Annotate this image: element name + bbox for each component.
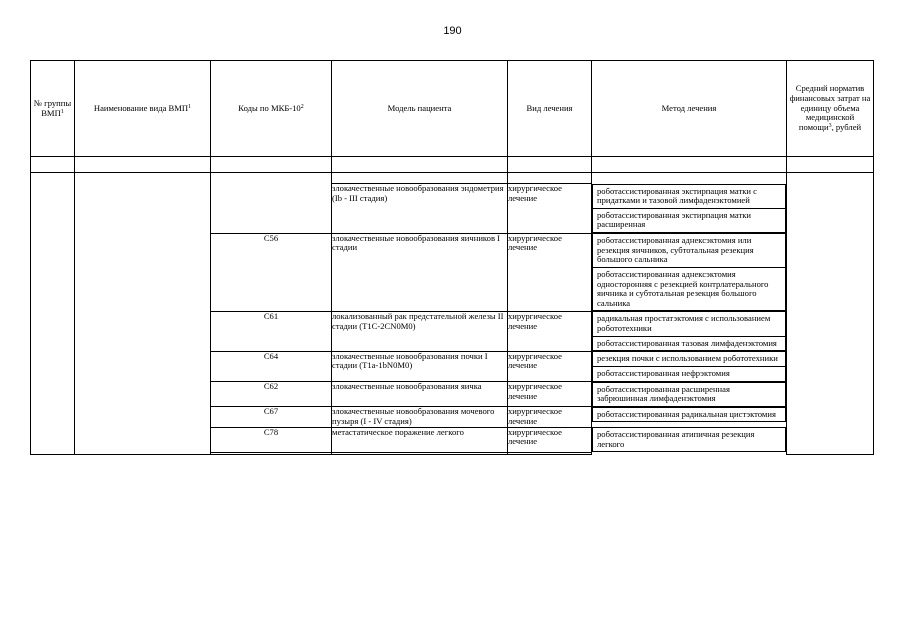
- methods-cell: [592, 311, 787, 351]
- header-treatment-method: Метод лечения: [592, 61, 787, 157]
- header-cost-norm: Средний норматив финансовых затрат на единицу объема медицинской помощи$^3$, рублей: [787, 61, 874, 157]
- method-item: радикальная простатэктомия с использованием робототехники: [592, 311, 786, 335]
- document-table-wrap: [30, 60, 873, 582]
- methods-cell: [592, 184, 787, 234]
- method-item: роботассистированная радикальная цистэктомия: [592, 407, 786, 423]
- patient-model: метастатическое поражение легкого: [332, 427, 508, 452]
- treatment-type: хирургическое лечение: [508, 311, 592, 351]
- group-no-cell: [31, 173, 75, 455]
- icd-code: C67: [211, 407, 332, 427]
- vmp-table: [30, 60, 874, 455]
- page-number: 190: [443, 25, 462, 37]
- header-group-no: № группы ВМП$^1$: [31, 61, 75, 157]
- vmp-name-cell: [75, 173, 211, 455]
- patient-model: злокачественные новообразования яичка: [332, 382, 508, 407]
- method-item: роботассистированная аднексэктомия односторонняя с резекцией контрлатерального яичника и субтотальная резекция большого сальника: [592, 267, 786, 312]
- treatment-type: хирургическое лечение: [508, 382, 592, 407]
- treatment-type: хирургическое лечение: [508, 351, 592, 381]
- patient-model: злокачественные новообразования почки I стадии (T1a-1bN0M0): [332, 351, 508, 381]
- methods-cell: [592, 233, 787, 311]
- treatment-type: хирургическое лечение: [508, 233, 592, 311]
- treatment-type: хирургическое лечение: [508, 427, 592, 452]
- method-item: роботассистированная атипичная резекция легкого: [592, 427, 786, 452]
- icd-code: C61: [211, 311, 332, 351]
- header-patient-model: Модель пациента: [332, 61, 508, 157]
- patient-model: злокачественные новообразования эндометрия (Ib - III стадия): [332, 184, 508, 234]
- patient-model: злокачественные новообразования мочевого пузыря (I - IV стадия): [332, 407, 508, 427]
- treatment-type: хирургическое лечение: [508, 407, 592, 427]
- header-spacer-row: [31, 157, 874, 173]
- treatment-type: хирургическое лечение: [508, 184, 592, 234]
- methods-cell: [592, 382, 787, 407]
- header-treatment-type: Вид лечения: [508, 61, 592, 157]
- method-item: роботассистированная экстирпация матки с придатками и тазовой лимфаденэктомией: [592, 184, 786, 208]
- method-item: роботассистированная аднексэктомия или резекция яичников, субтотальная резекция большого сальника: [592, 233, 786, 267]
- method-item: роботассистированная расширенная забрюшинная лимфаденэктомия: [592, 382, 786, 407]
- header-icd-codes: Коды по МКБ-$10^2$: [211, 61, 332, 157]
- cost-norm-cell: [787, 173, 874, 455]
- icd-code: C78: [211, 427, 332, 452]
- methods-cell: [592, 427, 787, 452]
- icd-code: C64: [211, 351, 332, 381]
- continuation-row: [31, 173, 874, 184]
- icd-code: C56: [211, 233, 332, 311]
- methods-cell: [592, 351, 787, 381]
- patient-model: локализованный рак предстательной железы II стадии (T1C-2CN0M0): [332, 311, 508, 351]
- icd-code: [211, 184, 332, 234]
- method-item: роботассистированная тазовая лимфаденэктомия: [592, 336, 786, 352]
- method-item: роботассистированная нефрэктомия: [592, 366, 786, 382]
- header-vmp-name: Наименование вида ВМП$^1$: [75, 61, 211, 157]
- method-item: резекция почки с использованием робототехники: [592, 351, 786, 366]
- method-item: роботассистированная экстирпация матки расширенная: [592, 208, 786, 233]
- icd-code: C62: [211, 382, 332, 407]
- methods-cell: [592, 407, 787, 427]
- patient-model: злокачественные новообразования яичников I стадии: [332, 233, 508, 311]
